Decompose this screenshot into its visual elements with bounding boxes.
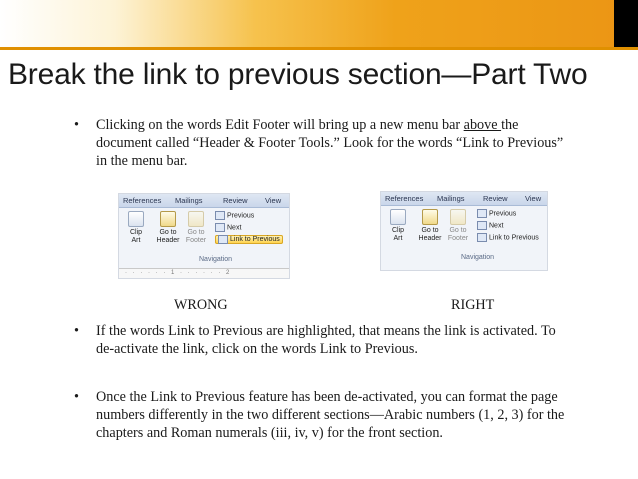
header-icon xyxy=(160,211,176,227)
tab-review[interactable]: Review xyxy=(223,196,248,205)
clip-art-label-line1: Clip xyxy=(129,229,143,236)
tab-review[interactable]: Review xyxy=(483,194,508,203)
header-band-stripe xyxy=(0,47,638,50)
previous-button[interactable]: Previous xyxy=(215,211,254,221)
footer-icon xyxy=(188,211,204,227)
tab-view[interactable]: View xyxy=(525,194,542,203)
caption-right: RIGHT xyxy=(451,297,495,313)
bullet-3 xyxy=(74,388,574,442)
header-band-dark-block xyxy=(614,0,638,47)
next-button[interactable]: Next xyxy=(477,221,503,231)
clip-art-label-line2: Art xyxy=(393,235,403,242)
navigation-group-label: Navigation xyxy=(199,256,233,263)
previous-icon xyxy=(477,209,487,218)
go-to-footer-label-line2: Footer xyxy=(447,235,469,242)
go-to-header-button[interactable] xyxy=(417,209,443,243)
bullet-1 xyxy=(74,116,574,170)
document-ruler: · · · · · · 1 · · · · · · 2 xyxy=(119,268,289,278)
tab-view[interactable]: View xyxy=(265,196,282,205)
go-to-header-label-line2: Header xyxy=(156,237,180,244)
slide-title: Break the link to previous section—Part Two xyxy=(8,58,588,91)
bullet-2-text: If the words Link to Previous are highlighted, that means the link is activated. To de-activate the link, click on the words Link to Previous. xyxy=(96,323,556,357)
bullet-1-underlined-text: above xyxy=(463,117,502,133)
ribbon-tabs xyxy=(381,192,547,206)
tab-references[interactable]: References xyxy=(123,196,162,205)
link-icon xyxy=(218,235,228,244)
clip-art-button[interactable] xyxy=(387,209,409,243)
clip-art-label-line2: Art xyxy=(131,237,141,244)
next-icon xyxy=(215,223,225,232)
header-band xyxy=(0,0,638,47)
go-to-header-button[interactable] xyxy=(155,211,181,245)
go-to-header-label-line2: Header xyxy=(418,235,442,242)
bullet-1-text-part1: Clicking on the words Edit Footer will bring up a new menu bar xyxy=(96,117,461,133)
link-to-previous-button-highlighted[interactable]: Link to Previous xyxy=(215,235,283,245)
footer-icon xyxy=(450,209,466,225)
bullet-3-text: Once the Link to Previous feature has been de-activated, you can format the page numbers differently in the two different sections—Arabic numbers (1, 2, 3) for the chapters and Roman numerals (iii, iv, v) for the front section. xyxy=(96,389,565,441)
bullet-1-text-part2: the document called “Header & Footer Tools.” Look for the words “Link to Previous” in the menu bar. xyxy=(96,117,564,169)
navigation-items xyxy=(215,211,287,251)
go-to-header-label-line1: Go to xyxy=(159,229,177,236)
bullet-marker: • xyxy=(74,389,79,405)
previous-icon xyxy=(215,211,225,220)
link-to-previous-button[interactable]: Link to Previous xyxy=(477,233,539,243)
previous-button[interactable]: Previous xyxy=(477,209,516,219)
next-icon xyxy=(477,221,487,230)
navigation-items xyxy=(477,209,547,249)
header-icon xyxy=(422,209,438,225)
bullet-marker: • xyxy=(74,323,79,339)
go-to-footer-button[interactable] xyxy=(183,211,209,245)
next-button[interactable]: Next xyxy=(215,223,241,233)
ribbon-screenshot-right xyxy=(380,191,548,271)
tab-mailings[interactable]: Mailings xyxy=(175,196,203,205)
clip-art-label-line1: Clip xyxy=(391,227,405,234)
tab-references[interactable]: References xyxy=(385,194,424,203)
clip-art-icon xyxy=(390,209,406,225)
go-to-footer-label-line2: Footer xyxy=(185,237,207,244)
navigation-group-label: Navigation xyxy=(461,254,495,261)
ribbon-screenshot-wrong xyxy=(118,193,290,279)
bullet-2 xyxy=(74,322,574,358)
bullet-marker: • xyxy=(74,117,79,133)
go-to-footer-label-line1: Go to xyxy=(449,227,467,234)
link-icon xyxy=(477,233,487,242)
clip-art-icon xyxy=(128,211,144,227)
caption-wrong: WRONG xyxy=(174,297,228,313)
tab-mailings[interactable]: Mailings xyxy=(437,194,465,203)
go-to-footer-label-line1: Go to xyxy=(187,229,205,236)
go-to-header-label-line1: Go to xyxy=(421,227,439,234)
ribbon-tabs xyxy=(119,194,289,208)
clip-art-button[interactable] xyxy=(125,211,147,245)
go-to-footer-button[interactable] xyxy=(445,209,471,243)
